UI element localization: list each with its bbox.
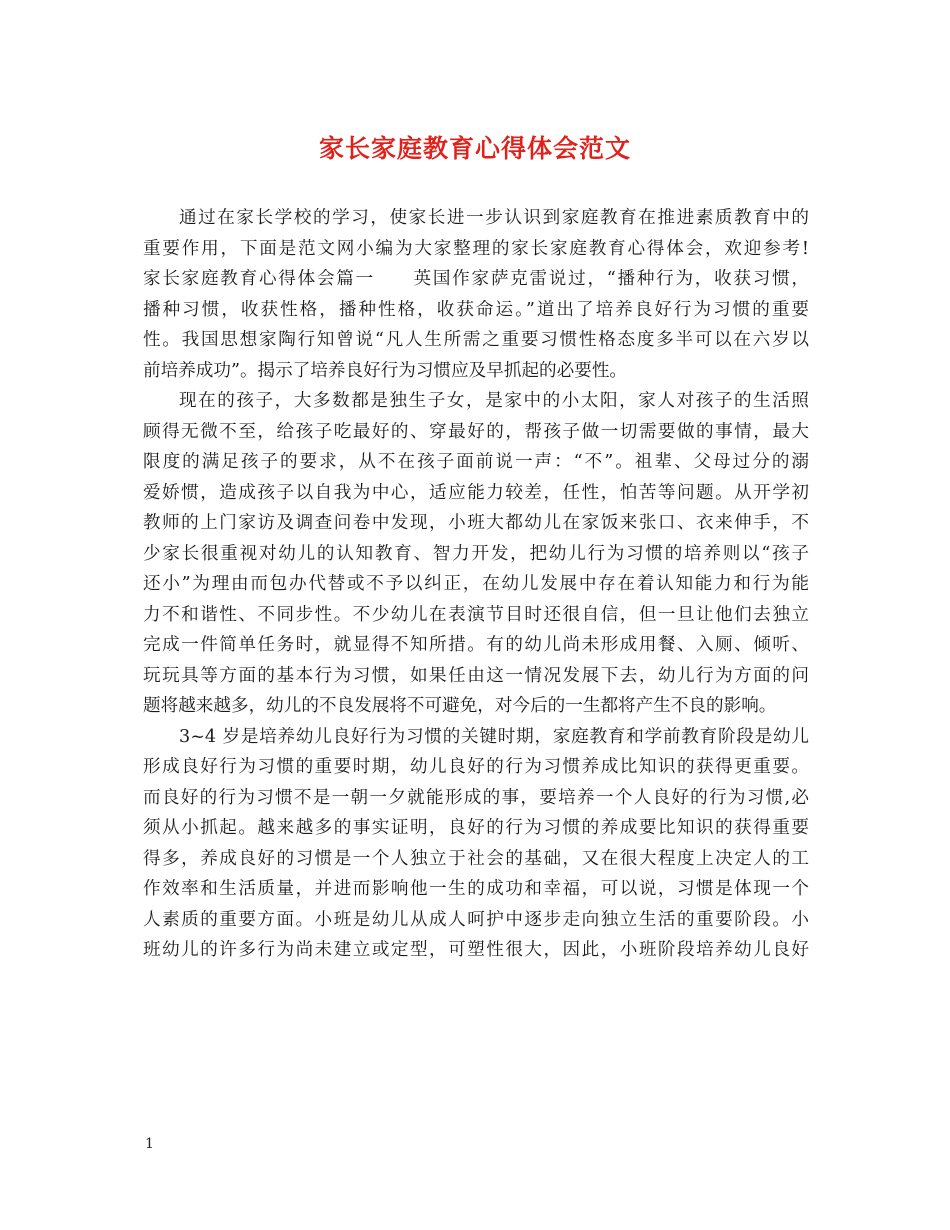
text-line: 作效率和生活质量，并进而影响他一生的成功和幸福，可以说，习惯是体现一个 [143, 879, 809, 899]
text-line: 性。我国思想家陶行知曾说“凡人生所需之重要习惯性格态度多半可以在六岁以 [143, 330, 809, 350]
text-line: 重要作用，下面是范文网小编为大家整理的家长家庭教育心得体会，欢迎参考! [143, 238, 809, 259]
text-line: 形成良好行为习惯的重要时期，幼儿良好的行为习惯养成比知识的获得更重要。 [143, 757, 809, 777]
text-line: 还小”为理由而包办代替或不予以纠正，在幼儿发展中存在着认知能力和行为能 [143, 574, 809, 594]
text-line: 现在的孩子，大多数都是独生子女，是家中的小太阳，家人对孩子的生活照 [179, 391, 809, 411]
text-line: 玩玩具等方面的基本行为习惯，如果任由这一情况发展下去，幼儿行为方面的问 [143, 665, 809, 686]
text-line: 班幼儿的许多行为尚未建立或定型，可塑性很大，因此，小班阶段培养幼儿良好 [143, 940, 809, 960]
text-line: 限度的满足孩子的要求，从不在孩子面前说一声：“不”。祖辈、父母过分的溺 [143, 452, 809, 472]
text-line: 少家长很重视对幼儿的认知教育、智力开发，把幼儿行为习惯的培养则以“孩子 [143, 543, 809, 564]
text-line: 播种习惯，收获性格，播种性格，收获命运。”道出了培养良好行为习惯的重要 [143, 299, 809, 320]
text-line: 而良好的行为习惯不是一朝一夕就能形成的事，要培养一个人良好的行为习惯,必 [143, 787, 809, 808]
text-line: 完成一件简单任务时，就显得不知所措。有的幼儿尚未形成用餐、入厕、倾听、 [143, 635, 809, 655]
text-line: 3~4 岁是培养幼儿良好行为习惯的关键时期，家庭教育和学前教育阶段是幼儿 [179, 726, 809, 747]
text-line: 家长家庭教育心得体会篇一 英国作家萨克雷说过，“播种行为，收获习惯， [143, 269, 809, 289]
text-line: 力不和谐性、不同步性。不少幼儿在表演节目时还很自信，但一旦让他们去独立 [143, 604, 809, 625]
text-line: 爱娇惯，造成孩子以自我为中心，适应能力较差，任性，怕苦等问题。从开学初 [143, 482, 809, 503]
text-line: 须从小抓起。越来越多的事实证明，良好的行为习惯的养成要比知识的获得重要 [143, 818, 809, 838]
text-line: 人素质的重要方面。小班是幼儿从成人呵护中逐步走向独立生活的重要阶段。小 [143, 909, 809, 930]
text-line: 得多，养成良好的习惯是一个人独立于社会的基础，又在很大程度上决定人的工 [143, 848, 809, 869]
page-number: 1 [145, 1136, 154, 1152]
text-line: 通过在家长学校的学习，使家长进一步认识到家庭教育在推进素质教育中的 [179, 208, 809, 228]
document-title: 家长家庭教育心得体会范文 [318, 134, 631, 163]
text-line: 顾得无微不至，给孩子吃最好的、穿最好的，帮孩子做一切需要做的事情，最大 [143, 421, 809, 442]
document-body [143, 203, 809, 966]
text-line: 前培养成功”。揭示了培养良好行为习惯应及早抓起的必要性。 [143, 360, 628, 381]
text-line: 题将越来越多，幼儿的不良发展将不可避免，对今后的一生都将产生不良的影响。 [143, 696, 777, 716]
text-line: 教师的上门家访及调查问卷中发现，小班大都幼儿在家饭来张口、衣来伸手，不 [143, 513, 809, 533]
